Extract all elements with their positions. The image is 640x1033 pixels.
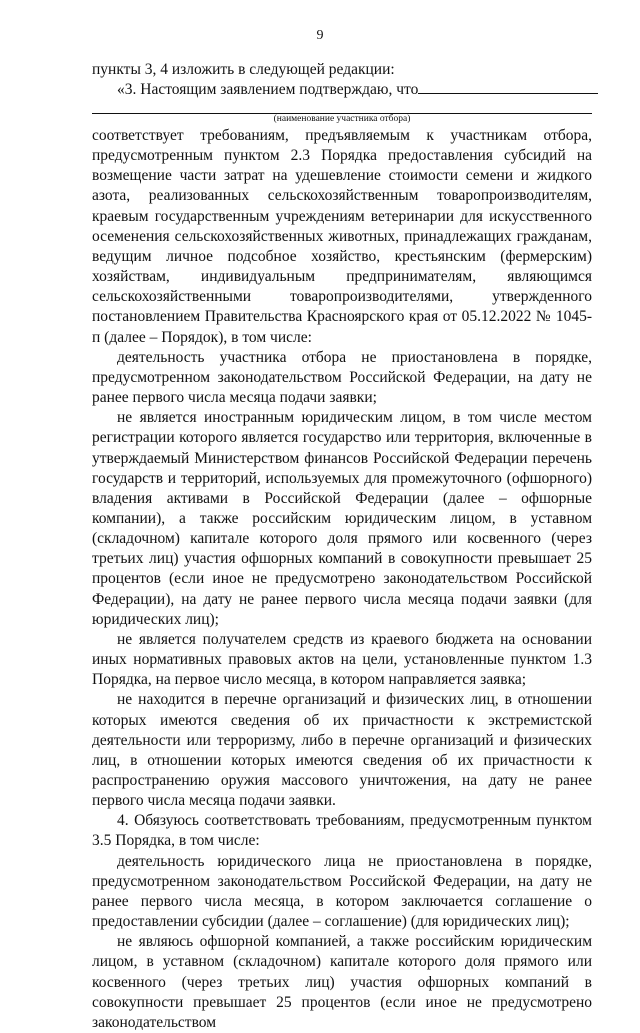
paragraph-2: деятельность участника отбора не приостановлена в порядке, предусмотренном законодательством Российской Федерации, на дату не ранее первого числа месяца подачи заявки; xyxy=(92,348,592,407)
intro-line-2-text: «3. Настоящим заявлением подтверждаю, что xyxy=(117,81,419,98)
participant-name-caption: (наименование участника отбора) xyxy=(273,114,411,124)
paragraph-5: не находится в перечне организаций и физических лиц, в отношении которых имеются сведения об их причастности к экстремистской деятельности или терроризму, либо в перечне организаций и физических лиц, в отношении которых имеются сведения об их причастности к распространению оружия массового уничтожения, на дату не ранее первого числа месяца подачи заявки. xyxy=(92,691,592,810)
paragraph-4: не является получателем средств из краевого бюджета на основании иных нормативных правовых актов на цели, установленные пунктом 1.3 Порядка, на первое число месяца, в котором направляется заявка; xyxy=(92,630,592,689)
paragraph-6: 4. Обязуюсь соответствовать требованиям, предусмотренным пунктом 3.5 Порядка, в том числе: xyxy=(92,812,592,850)
paragraph-1: соответствует требованиям, предъявляемым к участникам отбора, предусмотренным пунктом 2.3 Порядка предоставления субсидий на возмещение части затрат на удешевление стоимости семени и жидкого азота, реализованных сельскохозяйственным товаропроизводителям, краевым государственным учреждениям ветеринарии для искусственного осеменения сельскохозяйственных животных, принадлежащих гражданам, ведущим личное подсобное хозяйство, крестьянским (фермерским) хозяйствам, индивидуальным предпринимателям, являющимся сельскохозяйственными товаропроизводителями, утвержденного постановлением Правительства Красноярского края от 05.12.2022 № 1045-п (далее – Порядок), в том числе: xyxy=(92,127,592,346)
document-body xyxy=(92,126,592,1033)
paragraph-3: не является иностранным юридическим лицом, в том числе местом регистрации которого является государство или территория, включенные в утверждаемый Министерством финансов Российской Федерации перечень государств и территорий, используемых для промежуточного (офшорного) владения активами в Российской Федерации (далее – офшорные компании), а также российским юридическим лицом, в уставном (складочном) капитале которого доля прямого или косвенного (через третьих лиц) участия офшорных компаний в совокупности превышает 25 процентов (если иное не предусмотрено законодательством Российской Федерации), на дату не ранее первого числа месяца подачи заявки (для юридических лиц); xyxy=(92,409,592,628)
participant-name-blank xyxy=(418,81,598,94)
page-number: 9 xyxy=(316,28,324,43)
paragraph-7: деятельность юридического лица не приостановлена в порядке, предусмотренном законодательством Российской Федерации, на дату не ранее первого числа месяца, в котором заключается соглашение о предоставлении субсидии (далее – соглашение) (для юридических лиц); xyxy=(92,852,592,931)
paragraph-8: не являюсь офшорной компанией, а также российским юридическим лицом, в уставном (складочном) капитале которого доля прямого или косвенного (через третьих лиц) участия офшорных компаний в совокупности превышает 25 процентов (если иное не предусмотрено законодательством xyxy=(92,933,592,1031)
intro-line-1: пункты 3, 4 изложить в следующей редакции: xyxy=(92,61,395,78)
intro-line-2 xyxy=(92,80,592,100)
intro-block xyxy=(92,60,592,100)
